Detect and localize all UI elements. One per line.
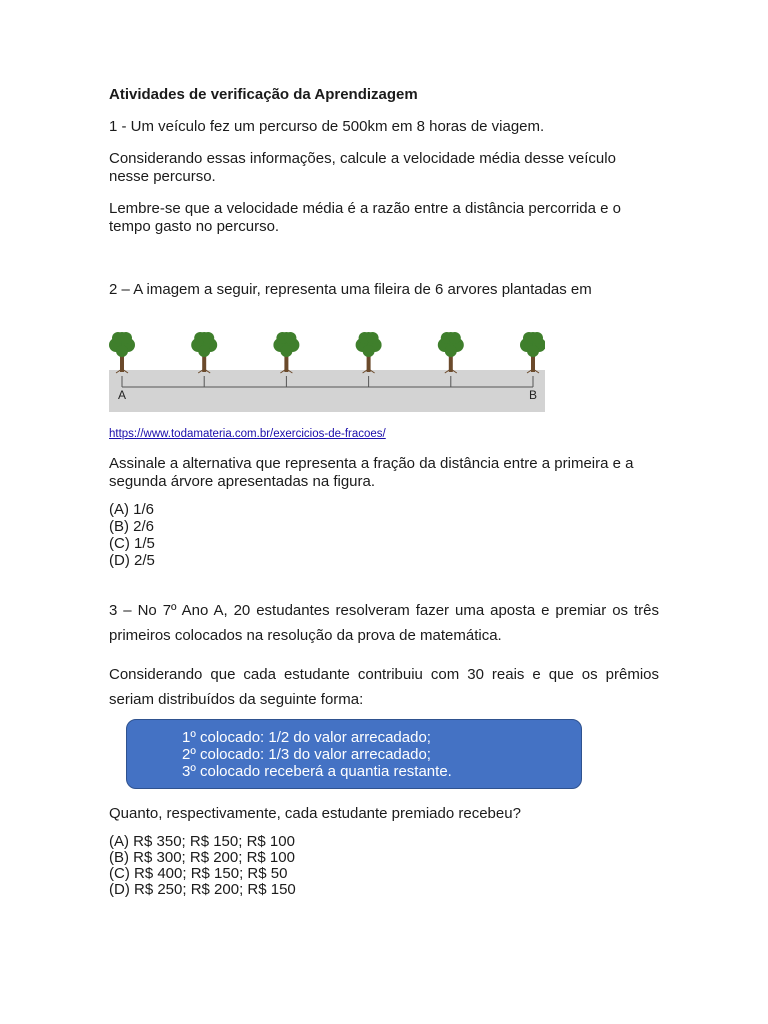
- q3-options: [109, 834, 659, 898]
- q2-options: [109, 501, 659, 569]
- q1-paragraph-1: Considerando essas informações, calcule a velocidade média desse veículo nesse percurso.: [109, 150, 616, 185]
- q3-option: (C) R$ 400; R$ 150; R$ 50: [109, 865, 288, 882]
- trees-row-figure: [109, 332, 545, 412]
- q2-question: Assinale a alternativa que representa a fração da distância entre a primeira e a segunda árvore apresentadas na figura.: [109, 455, 634, 490]
- source-link[interactable]: https://www.todamateria.com.br/exercicios-de-fracoes/: [109, 428, 386, 440]
- q2-option: (A) 1/6: [109, 501, 155, 518]
- prize-distribution-box: [126, 719, 582, 789]
- label-b: B: [528, 388, 538, 402]
- ground-band: [109, 370, 545, 412]
- tree-icon: [356, 332, 382, 373]
- prize-third: 3º colocado receberá a quantia restante.: [182, 763, 452, 780]
- tree-icon: [273, 332, 299, 373]
- tree-icon: [109, 332, 135, 373]
- tree-icon: [520, 332, 545, 373]
- q3-option: (A) R$ 350; R$ 150; R$ 100: [109, 833, 295, 850]
- q2-option: (C) 1/5: [109, 535, 155, 552]
- tree-icon: [438, 332, 464, 373]
- page-title: Atividades de verificação da Aprendizagem: [109, 86, 418, 103]
- q3-statement-line-2: primeiros colocados na resolução da prova de matemática.: [109, 627, 502, 644]
- q1-paragraph-2: Lembre-se que a velocidade média é a razão entre a distância percorrida e o tempo gasto no percurso.: [109, 200, 621, 235]
- prize-second: 2º colocado: 1/3 do valor arrecadado;: [182, 746, 431, 763]
- prize-first: 1º colocado: 1/2 do valor arrecadado;: [182, 729, 431, 746]
- q3-condition-line-2: seriam distribuídos da seguinte forma:: [109, 691, 364, 708]
- q1-statement: 1 - Um veículo fez um percurso de 500km em 8 horas de viagem.: [109, 118, 545, 135]
- label-a: A: [117, 388, 127, 402]
- q3-option: (D) R$ 250; R$ 200; R$ 150: [109, 881, 296, 898]
- q3-option: (B) R$ 300; R$ 200; R$ 100: [109, 849, 295, 866]
- q2-statement: 2 – A imagem a seguir, representa uma fileira de 6 arvores plantadas em: [109, 281, 592, 298]
- q3-question: Quanto, respectivamente, cada estudante premiado recebeu?: [109, 805, 521, 822]
- q2-option: (D) 2/5: [109, 552, 155, 569]
- q2-option: (B) 2/6: [109, 518, 155, 535]
- q3-condition-line-1: Considerando que cada estudante contribuiu com 30 reais e que os prêmios: [109, 666, 659, 683]
- q3-statement-line-1: 3 – No 7º Ano A, 20 estudantes resolveram fazer uma aposta e premiar os três: [109, 602, 659, 619]
- tree-icon: [191, 332, 217, 373]
